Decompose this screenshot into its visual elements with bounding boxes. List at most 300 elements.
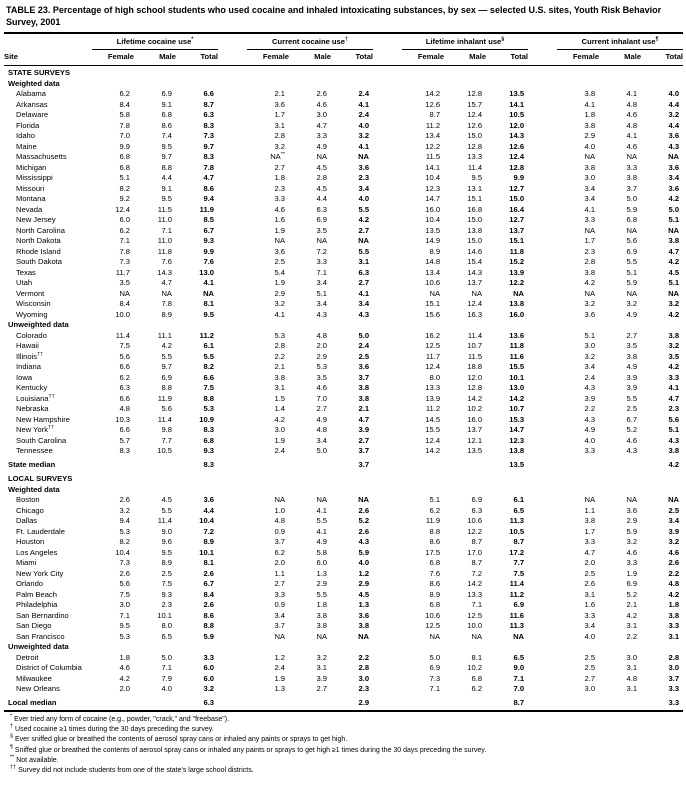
value-cell: 6.0 (203, 673, 215, 683)
column-gap (373, 446, 402, 457)
column-gap (528, 310, 557, 321)
value-cell: 2.3 (274, 183, 286, 193)
column-gap (528, 341, 557, 352)
value-cell: 8.4 (203, 589, 215, 599)
value-cell: 7.3 (119, 558, 130, 567)
column-gap (218, 436, 247, 447)
value-cell: 4.2 (161, 341, 172, 350)
value-cell: 15.5 (509, 362, 525, 371)
column-gap (528, 457, 557, 473)
value-cell: 15.0 (467, 215, 483, 224)
value-cell: 2.0 (119, 684, 130, 693)
table-row (4, 341, 683, 352)
value-cell: 6.7 (203, 225, 215, 235)
value-cell: 4.8 (274, 516, 286, 525)
table-row (4, 527, 683, 538)
value-cell: 8.8 (203, 621, 215, 630)
table-row (4, 558, 683, 569)
value-cell: 2.1 (274, 362, 286, 371)
value-cell: 1.3 (358, 600, 370, 609)
value-cell: 4.6 (274, 204, 286, 214)
value-cell: 2.4 (358, 341, 370, 350)
value-cell: 4.0 (584, 631, 596, 641)
value-cell: 2.6 (358, 526, 370, 536)
value-cell: 5.3 (274, 330, 286, 340)
value-cell: 8.8 (429, 526, 441, 536)
value-cell: 8.1 (471, 652, 483, 662)
value-cell: 2.0 (274, 558, 286, 567)
footnote: †† Survey did not include students from one of the state's large school districts. (10, 764, 254, 775)
value-cell: 3.3 (626, 162, 638, 172)
value-cell: 2.2 (584, 404, 596, 413)
value-cell: 3.3 (584, 446, 596, 455)
value-cell: 16.3 (467, 309, 483, 319)
value-cell: NA (584, 225, 596, 235)
value-cell: 2.4 (358, 89, 370, 98)
value-cell: 3.5 (316, 225, 328, 235)
value-cell: 7.1 (161, 225, 172, 235)
value-cell: 10.4 (115, 547, 130, 557)
column-header-row (4, 49, 683, 66)
column-gap (218, 663, 247, 674)
sub-column-header: Total (510, 51, 529, 61)
value-cell: 8.9 (429, 246, 441, 256)
value-cell: 6.9 (429, 663, 441, 672)
value-cell: 2.7 (358, 225, 370, 235)
value-cell: 14.7 (425, 194, 441, 203)
value-cell: 12.2 (425, 141, 441, 151)
value-cell: 5.1 (668, 425, 680, 434)
value-cell: 5.3 (203, 404, 215, 413)
value-cell: 5.0 (626, 194, 638, 203)
value-cell: 6.6 (119, 393, 130, 403)
value-cell: 7.8 (161, 299, 172, 308)
value-cell: 1.9 (274, 673, 286, 683)
sub-column-header: Male (314, 51, 332, 61)
value-cell: 8.6 (203, 183, 215, 193)
value-cell: 12.8 (467, 89, 483, 98)
value-cell: 4.1 (358, 288, 370, 298)
value-cell: 2.3 (584, 246, 596, 256)
value-cell: 4.8 (626, 673, 638, 683)
site-label: Missouri (16, 183, 45, 193)
value-cell: 2.6 (203, 600, 215, 609)
table-row (4, 331, 683, 342)
value-cell: 8.0 (161, 621, 172, 630)
value-cell: 6.8 (429, 600, 441, 609)
site-label: Colorado (16, 330, 47, 340)
value-cell: 3.2 (668, 299, 680, 308)
value-cell: 3.2 (203, 684, 215, 693)
site-label: Palm Beach (16, 589, 57, 599)
column-gap (218, 247, 247, 258)
value-cell: 3.3 (316, 257, 328, 266)
value-cell: 8.1 (203, 558, 215, 567)
value-cell: 3.3 (626, 558, 638, 567)
value-cell: 3.2 (668, 341, 680, 350)
column-gap (373, 310, 402, 321)
value-cell: 9.4 (203, 194, 215, 203)
column-gap (528, 184, 557, 195)
column-gap (218, 299, 247, 310)
value-cell: 8.7 (471, 537, 483, 546)
site-label: San Bernardino (16, 610, 69, 620)
value-cell: 12.2 (467, 526, 483, 536)
value-cell: 11.4 (157, 414, 172, 424)
value-cell: 14.2 (467, 393, 483, 403)
column-gap (373, 299, 402, 310)
value-cell: 4.4 (316, 194, 328, 203)
value-cell: 5.3 (119, 631, 130, 641)
value-cell: 11.6 (509, 351, 525, 361)
value-cell: 10.4 (425, 173, 441, 182)
value-cell: 11.9 (199, 204, 215, 214)
value-cell: 10.1 (509, 372, 525, 382)
value-cell: 1.7 (584, 236, 596, 245)
value-cell: 3.1 (274, 383, 286, 392)
table-row (4, 299, 683, 310)
value-cell: 2.5 (161, 568, 172, 578)
value-cell: 6.1 (513, 495, 525, 504)
value-cell: 3.0 (668, 663, 680, 672)
value-cell: 3.3 (584, 215, 596, 224)
column-gap (218, 457, 247, 473)
value-cell: 3.3 (203, 652, 215, 662)
value-cell: 7.7 (161, 435, 172, 445)
value-cell: 13.6 (509, 330, 525, 340)
value-cell: 8.0 (429, 372, 441, 382)
group-header-2: Lifetime inhalant use§ (402, 33, 528, 49)
value-cell: NA (513, 631, 525, 641)
value-cell: 5.7 (119, 435, 130, 445)
value-cell: 3.6 (358, 162, 370, 172)
value-cell: 3.8 (316, 610, 328, 620)
value-cell: 2.4 (358, 110, 370, 119)
value-cell: 3.0 (584, 341, 596, 350)
value-cell: 15.0 (467, 131, 483, 140)
value-cell: 14.3 (157, 267, 172, 277)
value-cell: 4.4 (668, 120, 680, 130)
value-cell: 1.9 (274, 225, 286, 235)
site-label: District of Columbia (16, 663, 82, 672)
value-cell: 4.7 (584, 547, 596, 557)
column-gap (373, 506, 402, 517)
table-row (4, 310, 683, 321)
column-gap (528, 600, 557, 611)
value-cell: 11.9 (157, 393, 172, 403)
value-cell: 5.1 (316, 288, 328, 298)
value-cell: 10.6 (467, 516, 483, 525)
value-cell: 11.4 (467, 330, 483, 340)
column-gap (373, 569, 402, 580)
value-cell: 4.7 (203, 173, 215, 182)
value-cell: 2.0 (584, 558, 596, 567)
value-cell: 15.3 (509, 414, 525, 424)
value-cell: 15.2 (509, 257, 525, 266)
value-cell: 8.8 (161, 383, 172, 392)
value-cell: 5.5 (316, 516, 328, 525)
value-cell: 2.3 (358, 684, 370, 693)
column-gap (218, 611, 247, 622)
table-row (4, 653, 683, 664)
value-cell: 3.3 (316, 131, 328, 140)
value-cell: 6.5 (513, 652, 525, 662)
column-gap (373, 142, 402, 153)
value-cell: 8.3 (203, 152, 215, 161)
value-cell: 8.4 (119, 99, 130, 109)
value-cell: 2.2 (274, 351, 286, 361)
value-cell: NA (358, 495, 370, 504)
value-cell: 5.0 (161, 652, 172, 662)
value-cell: 4.6 (119, 663, 130, 672)
value-cell: 14.1 (425, 162, 441, 172)
value-cell: 4.6 (626, 110, 638, 119)
value-cell: 10.2 (467, 663, 483, 672)
value-cell: 3.1 (626, 684, 638, 693)
footnote: * Ever tried any form of cocaine (e.g., powder, "crack," and "freebase"). (10, 713, 230, 723)
value-cell: 3.2 (274, 141, 286, 151)
value-cell: 3.9 (316, 673, 328, 683)
value-cell: 4.7 (316, 120, 328, 130)
value-cell: 3.8 (358, 621, 370, 630)
value-cell: NA (668, 495, 680, 504)
value-cell: NA (274, 631, 286, 641)
value-cell: 5.5 (316, 589, 328, 599)
value-cell: 8.9 (161, 309, 172, 319)
column-gap (373, 457, 402, 473)
value-cell: 8.7 (429, 110, 441, 119)
value-cell: 8.2 (119, 183, 130, 193)
value-cell: 7.6 (429, 568, 441, 578)
value-cell: 4.2 (626, 610, 638, 620)
column-gap (528, 142, 557, 153)
value-cell: 4.1 (626, 131, 638, 140)
value-cell: 2.7 (584, 673, 596, 683)
column-gap (528, 436, 557, 447)
value-cell: 2.8 (274, 341, 286, 350)
table-row (4, 446, 683, 457)
column-gap (218, 446, 247, 457)
column-gap (528, 663, 557, 674)
value-cell: 5.1 (584, 330, 596, 340)
table-row (4, 215, 683, 226)
median-value-cell: 13.5 (509, 459, 525, 469)
value-cell: 1.2 (274, 652, 286, 662)
column-gap (528, 331, 557, 342)
median-row (4, 695, 683, 712)
value-cell: 2.7 (358, 435, 370, 445)
value-cell: 6.3 (316, 204, 328, 214)
value-cell: 4.8 (119, 404, 130, 413)
column-gap (218, 226, 247, 237)
site-label: Detroit (16, 652, 39, 662)
value-cell: 11.0 (157, 215, 172, 224)
value-cell: 3.4 (668, 173, 680, 182)
value-cell: 9.5 (203, 309, 215, 319)
value-cell: 4.7 (668, 246, 680, 256)
value-cell: 1.3 (316, 568, 328, 578)
sub-column-header: Total (665, 51, 684, 61)
value-cell: 3.1 (668, 631, 680, 641)
column-gap (218, 695, 247, 712)
value-cell: 6.0 (119, 215, 130, 224)
value-cell: 16.4 (509, 204, 525, 214)
value-cell: 4.8 (316, 330, 328, 340)
value-cell: 1.1 (584, 505, 596, 515)
value-cell: 7.3 (203, 131, 215, 140)
value-cell: 10.7 (467, 341, 483, 350)
site-label: Iowa (16, 372, 33, 382)
table-row (4, 184, 683, 195)
value-cell: 3.9 (626, 372, 638, 382)
median-value-cell: 8.7 (513, 697, 525, 707)
value-cell: 3.6 (358, 610, 370, 620)
column-gap (218, 415, 247, 426)
column-gap (528, 632, 557, 643)
column-gap (373, 621, 402, 632)
value-cell: 6.0 (203, 663, 215, 672)
value-cell: 4.3 (668, 435, 680, 445)
column-gap (528, 278, 557, 289)
value-cell: 1.8 (316, 600, 328, 609)
column-gap (528, 131, 557, 142)
value-cell: 4.9 (316, 414, 328, 424)
column-gap (373, 121, 402, 132)
value-cell: 7.5 (119, 341, 130, 350)
value-cell: 4.2 (668, 362, 680, 371)
column-gap (218, 425, 247, 436)
value-cell: 11.5 (425, 152, 441, 161)
value-cell: 4.2 (119, 673, 130, 683)
value-cell: 17.2 (509, 547, 525, 557)
value-cell: 9.0 (161, 526, 172, 536)
value-cell: NA (584, 152, 596, 161)
section-row (4, 472, 683, 485)
value-cell: 2.9 (316, 351, 328, 361)
value-cell: 3.8 (316, 621, 328, 630)
value-cell: 12.4 (425, 362, 441, 371)
value-cell: 4.9 (316, 537, 328, 546)
value-cell: 3.6 (584, 309, 596, 319)
column-gap (373, 152, 402, 163)
column-gap (218, 373, 247, 384)
footnotes (4, 712, 683, 776)
value-cell: 1.1 (274, 568, 286, 578)
site-label: Massachusetts (16, 152, 67, 161)
group-header-3: Current inhalant use¶ (557, 33, 683, 49)
value-cell: NA (316, 495, 328, 504)
value-cell: 5.9 (626, 526, 638, 536)
column-gap (218, 537, 247, 548)
section-row (4, 66, 683, 79)
value-cell: 3.9 (626, 383, 638, 392)
value-cell: 3.2 (274, 299, 286, 308)
sub-column-header: Female (417, 51, 445, 61)
site-label: South Carolina (16, 435, 67, 445)
value-cell: 3.4 (358, 183, 370, 193)
value-cell: 4.3 (316, 309, 328, 319)
table-row (4, 152, 683, 163)
table-row (4, 621, 683, 632)
subsection-label: Weighted data (8, 78, 60, 88)
value-cell: 11.8 (509, 341, 525, 350)
table-row (4, 257, 683, 268)
value-cell: NA (626, 288, 638, 298)
value-cell: 7.5 (203, 383, 215, 392)
value-cell: 2.7 (358, 278, 370, 287)
site-label: Miami (16, 558, 37, 567)
value-cell: 2.7 (274, 162, 286, 172)
value-cell: 13.5 (509, 89, 525, 98)
value-cell: 4.3 (358, 309, 370, 319)
column-gap (218, 331, 247, 342)
column-gap (373, 163, 402, 174)
section-label: STATE SURVEYS (8, 68, 71, 77)
column-gap (218, 516, 247, 527)
value-cell: 11.0 (157, 236, 172, 245)
value-cell: 5.2 (626, 425, 638, 434)
column-gap (218, 341, 247, 352)
value-cell: 8.6 (429, 537, 441, 546)
value-cell: 9.0 (513, 663, 525, 672)
value-cell: 3.6 (668, 183, 680, 193)
value-cell: 16.0 (509, 309, 525, 319)
value-cell: NA (626, 152, 638, 161)
value-cell: 17.0 (467, 547, 483, 557)
subsection-row (4, 320, 683, 331)
value-cell: 8.7 (203, 99, 215, 109)
value-cell: 4.5 (668, 267, 680, 277)
value-cell: 7.0 (316, 393, 328, 403)
value-cell: 3.1 (626, 663, 638, 672)
value-cell: 16.2 (425, 330, 441, 340)
column-gap (373, 247, 402, 258)
column-gap (373, 674, 402, 685)
value-cell: 3.3 (668, 684, 680, 693)
value-cell: 3.8 (584, 267, 596, 277)
value-cell: 4.4 (161, 173, 172, 182)
table-title: TABLE 23. Percentage of high school students who used cocaine and inhaled intoxicating substances, by sex — selected U.S. sites, Youth Risk Behavior Survey, 2001 (6, 5, 662, 27)
column-gap (373, 527, 402, 538)
table-row (4, 373, 683, 384)
column-gap (528, 674, 557, 685)
column-gap (218, 278, 247, 289)
value-cell: 3.1 (316, 663, 328, 672)
value-cell: 6.9 (471, 495, 483, 504)
column-gap (373, 352, 402, 363)
value-cell: 2.5 (626, 404, 638, 413)
site-label: Rhode Island (16, 246, 61, 256)
table-row (4, 394, 683, 405)
table-row (4, 89, 683, 100)
value-cell: 5.3 (119, 526, 130, 536)
value-cell: 3.4 (316, 435, 328, 445)
value-cell: 7.4 (161, 131, 172, 140)
column-gap (218, 684, 247, 695)
value-cell: 15.5 (425, 425, 441, 434)
value-cell: 9.3 (161, 589, 172, 599)
table-row (4, 506, 683, 517)
subsection-row (4, 642, 683, 653)
value-cell: 9.2 (119, 194, 130, 203)
value-cell: 14.2 (425, 89, 441, 98)
value-cell: 2.7 (316, 404, 328, 413)
value-cell: 13.9 (509, 267, 525, 277)
site-label: Mississippi (16, 173, 53, 182)
value-cell: 9.5 (471, 173, 483, 182)
column-gap (528, 110, 557, 121)
value-cell: 3.9 (668, 526, 680, 536)
